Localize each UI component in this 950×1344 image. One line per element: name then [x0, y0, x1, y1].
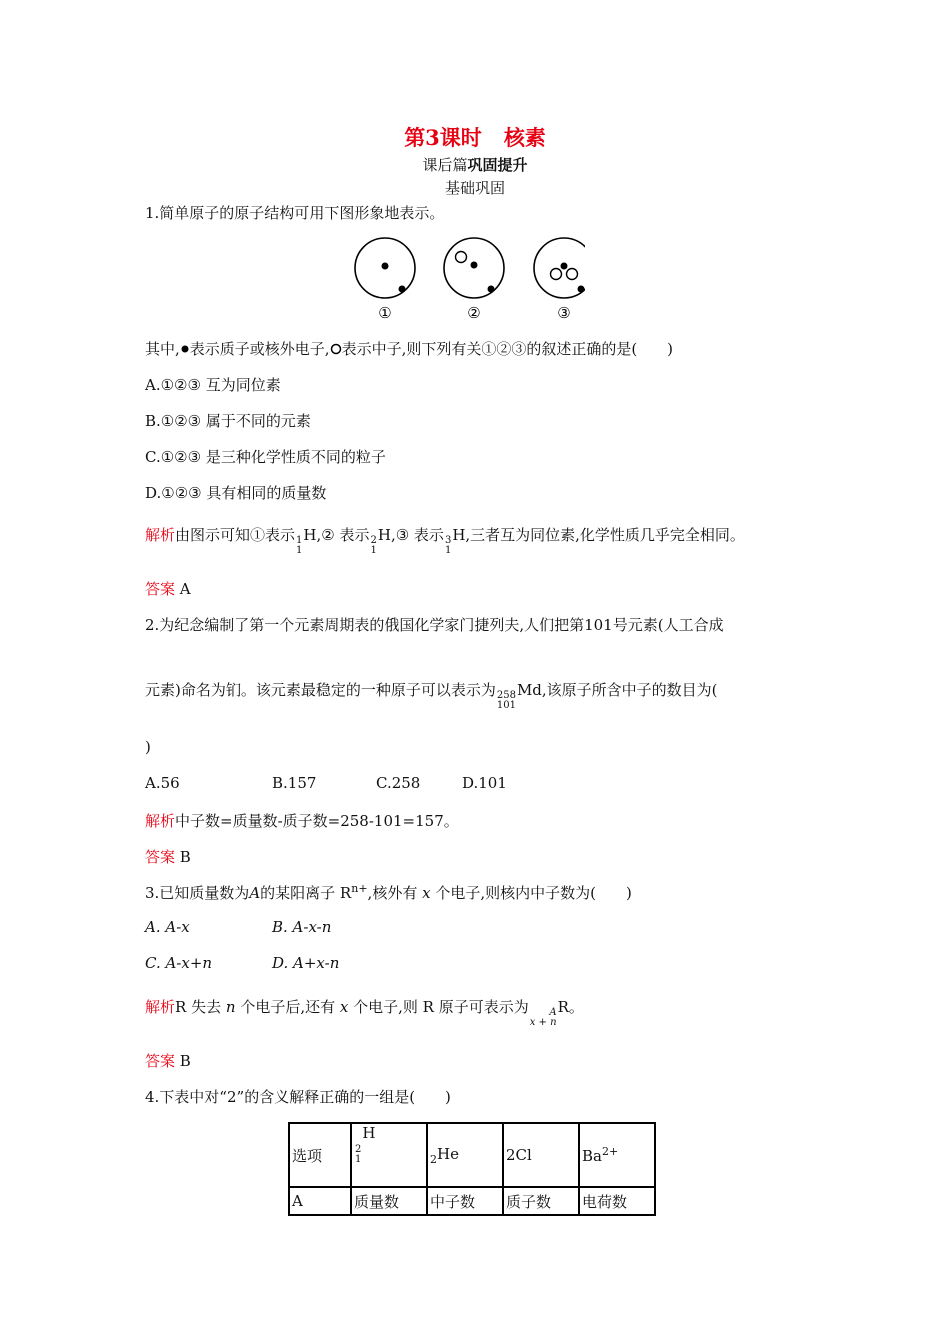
q1-stem: 1.简单原子的原子结构可用下图形象地表示。 — [145, 204, 445, 222]
q2-stem-line2: 元素)命名为钔。该元素最稳定的一种原子可以表示为 258 101 Md,该原子所含中子的数目为( — [145, 681, 718, 711]
atom-1-diagram — [355, 238, 415, 298]
header-option: 选项 — [289, 1123, 351, 1187]
q3-answer: 答案 B — [145, 1052, 191, 1070]
q4-table — [288, 1122, 656, 1216]
q3-option-c: C. A-x+n — [145, 954, 213, 972]
figure-label-1: ① — [378, 304, 392, 322]
atom-figure — [345, 232, 585, 322]
figure-label-3: ③ — [557, 304, 571, 322]
row-a-cell: 中子数 — [427, 1187, 503, 1215]
q1-answer: 答案 A — [145, 580, 191, 598]
q2-option-b: B.157 — [272, 774, 317, 792]
header-h2: 2 1 H — [351, 1123, 427, 1187]
analysis-label: 解析 — [145, 526, 176, 544]
q1-option-b: B.①②③ 属于不同的元素 — [145, 412, 311, 430]
q3-option-b: B. A-x-n — [272, 918, 332, 936]
row-a-cell: 质子数 — [503, 1187, 579, 1215]
table-row — [289, 1123, 655, 1187]
page-title: 第3课时 核素 — [404, 125, 546, 150]
q2-analysis: 解析中子数=质量数-质子数=258-101=157。 — [145, 812, 459, 830]
q1-analysis: 解析由图示可知①表示 1 1 H,② 表示 2 1 H,③ 表示 3 1 H,三者互为同位素,化学性质几乎完全相同。 — [145, 526, 745, 556]
header-he: $_2$He — [427, 1123, 503, 1187]
q3-analysis: 解析R 失去 n 个电子后,还有 x 个电子,则 R 原子可表示为 A x + n R。 — [145, 998, 584, 1028]
q2-answer: 答案 B — [145, 848, 191, 866]
q1-option-a: A.①②③ 互为同位素 — [145, 376, 281, 394]
q4-stem: 4.下表中对“2”的含义解释正确的一组是( ) — [145, 1088, 451, 1106]
atom-3-diagram — [534, 238, 585, 298]
header-2cl: 2Cl — [503, 1123, 579, 1187]
header-ba: $Ba^{2+}$ — [579, 1123, 655, 1187]
neutron-circle-icon — [330, 343, 342, 355]
row-a-cell: 电荷数 — [579, 1187, 655, 1215]
q1-legend-line: 其中, 表示质子或核外电子, 表示中子,则下列有关①②③的叙述正确的是( ) — [145, 340, 674, 358]
q3-option-d: D. A+x-n — [272, 954, 340, 972]
atom-2-diagram — [444, 238, 504, 298]
section-heading: 基础巩固 — [444, 179, 505, 197]
q3-option-a: A. A-x — [145, 918, 190, 936]
q2-stem-line3: ) — [145, 738, 151, 756]
q2-option-d: D.101 — [462, 774, 507, 792]
q3-stem: 3.已知质量数为A的某阳离子 $R^{n+}$,核外有 x 个电子,则核内中子数为( ) — [145, 882, 632, 902]
row-a-cell: 质量数 — [351, 1187, 427, 1215]
q1-option-c: C.①②③ 是三种化学性质不同的粒子 — [145, 448, 386, 466]
row-a-label: A — [289, 1187, 351, 1215]
proton-electron-dot-icon — [180, 344, 190, 354]
subtitle: 课后篇巩固提升 — [422, 156, 528, 174]
table-row — [289, 1187, 655, 1215]
figure-label-2: ② — [467, 304, 481, 322]
q2-option-a: A.56 — [145, 774, 180, 792]
q2-stem-line1: 2.为纪念编制了第一个元素周期表的俄国化学家门捷列夫,人们把第101号元素(人工合成 — [145, 616, 724, 634]
q1-option-d: D.①②③ 具有相同的质量数 — [145, 484, 327, 502]
q2-option-c: C.258 — [376, 774, 421, 792]
